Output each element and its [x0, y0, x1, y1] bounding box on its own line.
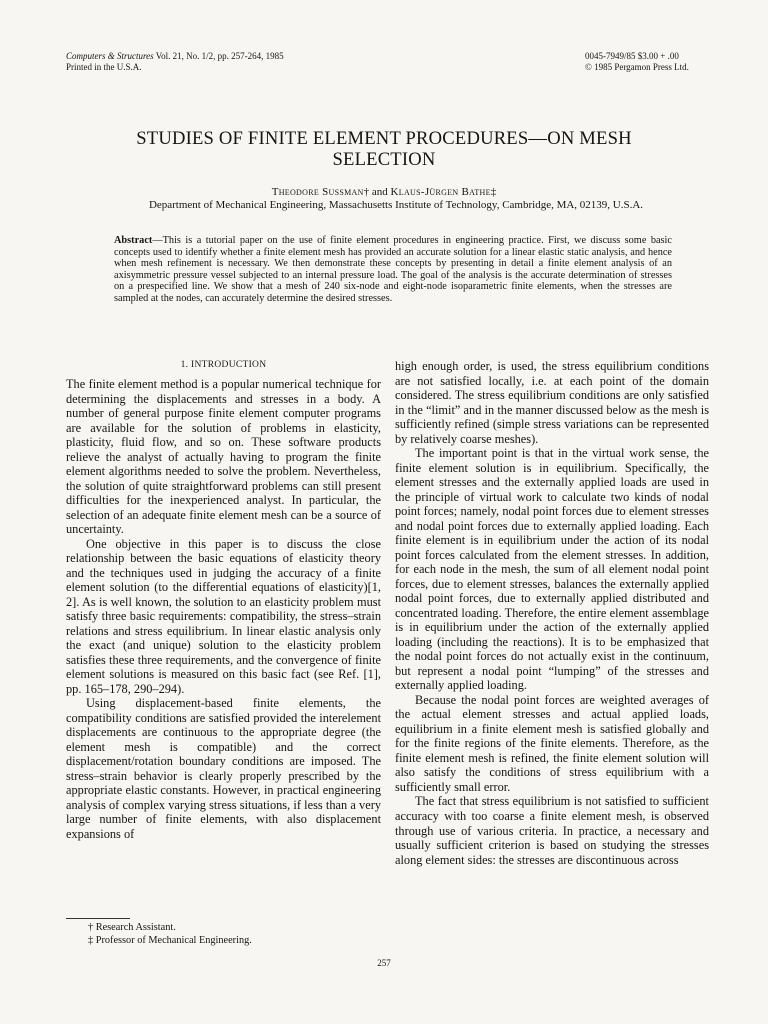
- author-conjunction: and: [369, 186, 391, 198]
- page-number: 257: [377, 958, 391, 968]
- left-column: [66, 377, 381, 842]
- paragraph: The important point is that in the virtual work sense, the finite element solution is in equilibrium. Specifically, the element stresses and the externally applied loads are used in the principle of virtual work to calculate two kinds of nodal point forces; namely, nodal point forces due to element stresses and nodal point forces due to externally applied loading. Each finite element is in equilibrium under the action of its nodal point forces calculated from the element stresses. In addition, for each node in the mesh, the sum of all element nodal point forces, due to element stresses, balances the externally applied nodal point forces, due to externally applied distributed and concentrated loading. Therefore, the entire element assemblage is in equilibrium under the action of the externally applied loading (including the reactions). It is to be emphasized that the nodal point forces do not actually exist in the continuum, but represent a nodal point “lumping” of the stresses and externally applied loading.: [395, 446, 709, 693]
- affiliation: Department of Mechanical Engineering, Massachusetts Institute of Technology, Cambridge, MA, 02139, U.S.A.: [148, 199, 644, 211]
- footnotes: [88, 922, 252, 947]
- author-2-mark: ‡: [490, 186, 497, 198]
- journal-header: [66, 51, 284, 73]
- section-heading-introduction: 1. INTRODUCTION: [180, 360, 267, 370]
- printed-in: Printed in the U.S.A.: [66, 62, 142, 72]
- author-line: [0, 186, 768, 199]
- paragraph: The finite element method is a popular numerical technique for determining the displacements and stresses in a body. A number of general purpose finite element computer programs are available for the solution of problems in elasticity, plasticity, fluid flow, and so on. These software products relieve the analyst of actually having to program the finite element algorithms needed to solve the problem. Nevertheless, the solution of quite straightforward problems can still present difficulties for the inexperienced analyst. In particular, the selection of an adequate finite element mesh can be a source of uncertainty.: [66, 377, 381, 537]
- copyright: © 1985 Pergamon Press Ltd.: [585, 62, 689, 72]
- abstract: [114, 235, 672, 305]
- journal-citation: Vol. 21, No. 1/2, pp. 257-264, 1985: [153, 51, 284, 61]
- journal-name: Computers & Structures: [66, 51, 154, 61]
- footnote: ‡ Professor of Mechanical Engineering.: [88, 934, 252, 946]
- paper-title: [0, 128, 768, 170]
- author-2: Klaus-Jürgen Bathe: [390, 186, 491, 198]
- paragraph: high enough order, is used, the stress equilibrium conditions are not satisfied locally, i.e. at each point of the domain considered. The stress equilibrium conditions are only satisfied in the “limit” and in the manner discussed below as the mesh is sufficiently refined (simple stress variations can be represented by relatively coarse meshes).: [395, 359, 709, 446]
- footnote-divider: [66, 918, 130, 919]
- issn-price: 0045-7949/85 $3.00 + .00: [585, 51, 679, 61]
- author-1-mark: †: [363, 186, 370, 198]
- paragraph: Because the nodal point forces are weighted averages of the actual element stresses and actual applied loads, equilibrium in a finite element mesh is satisfied globally and for the finite regions of the finite elements. Therefore, as the finite element mesh is refined, the finite element solution will also satisfy the conditions of stress equilibrium with a sufficiently small error.: [395, 692, 709, 794]
- title-line-1: STUDIES OF FINITE ELEMENT PROCEDURES—ON MESH: [136, 128, 632, 149]
- footnote: † Research Assistant.: [88, 922, 176, 933]
- title-line-2: SELECTION: [332, 149, 436, 170]
- author-1: Theodore Sussman: [271, 186, 364, 198]
- paragraph: One objective in this paper is to discuss the close relationship between the basic equations of elasticity theory and the techniques used in judging the accuracy of a finite element solution (to the differential equations of elasticity)[1, 2]. As is well known, the solution to an elasticity problem must satisfy three basic requirements: compatibility, the stress–strain relations and stress equilibrium. In linear elastic analysis only the exact (and unique) solution to the elasticity problem satisfies these three requirements, and the convergence of finite element solutions is measured on this basic fact (see Ref. [1], pp. 165–178, 290–294).: [66, 536, 381, 696]
- right-column: [395, 359, 709, 867]
- paragraph: Using displacement-based finite elements, the compatibility conditions are satisfied provided the interelement displacements are continuous to the appropriate degree (the element mesh is compatible) and the correct displacement/rotation boundary conditions are imposed. The stress–strain behavior is clearly properly prescribed by the appropriate elastic constants. However, in practical engineering analysis of complex varying stress situations, if less than a very large number of finite elements, with also displacement expansions of: [66, 696, 381, 841]
- abstract-text: —This is a tutorial paper on the use of finite element procedures in engineering practice. First, we discuss some basic concepts used to identify whether a finite element mesh has provided an accurate solution for a linear elastic static analysis, and hence when mesh refinement is necessary. We then demonstrate these concepts by presenting in detail a finite element analysis of an axisymmetric pressure vessel subjected to an internal pressure load. The goal of the analysis is the accurate determination of stresses on a prespecified line. We show that a mesh of 240 six-node and eight-node isoparametric finite elements, when the stresses are sampled at the nodes, can accurately determine the desired stresses.: [114, 235, 672, 304]
- publisher-header: [585, 51, 689, 73]
- paragraph: The fact that stress equilibrium is not satisfied to sufficient accuracy with too coarse a finite element mesh, is observed through use of various criteria. In practice, a necessary and usually sufficient criterion is based on studying the stresses along element sides: the stresses are discontinuous across: [395, 794, 709, 867]
- abstract-label: Abstract: [114, 235, 153, 246]
